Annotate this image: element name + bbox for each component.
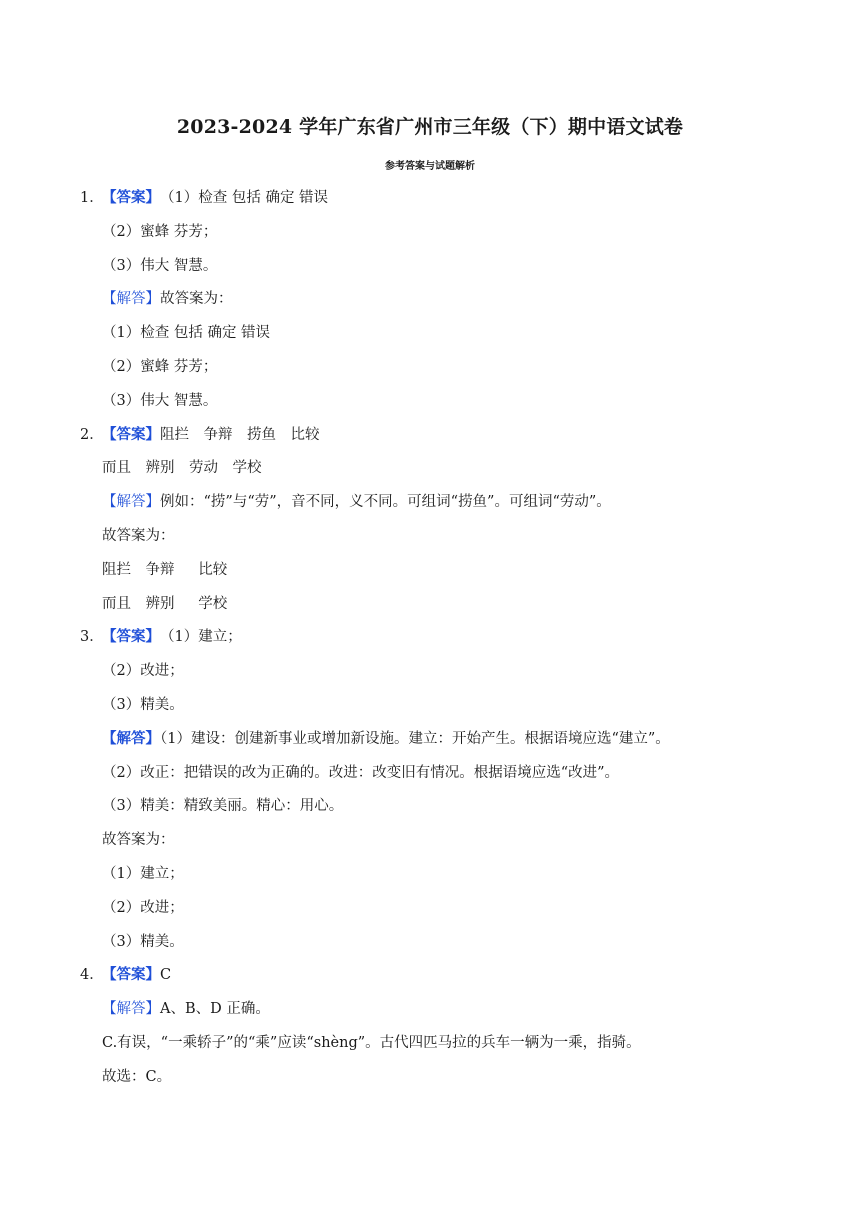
question-3-answer (80, 625, 780, 659)
answer-text: （1）检查 包括 确定 错误 (160, 190, 329, 206)
answer-content (80, 186, 780, 1099)
question-4-explain (80, 997, 780, 1031)
answer-tag: 【答案】 (102, 966, 160, 984)
explain-line: （2）改进； (102, 899, 184, 916)
answer-line: （2）蜜蜂 芬芳； (102, 223, 218, 240)
explain-line: （2）改正：把错误的改为正确的。改进：改变旧有情况。根据语境应选“改进”。 (102, 764, 620, 781)
explain-text: A、B、D 正确。 (160, 1001, 270, 1018)
answer-tag: 【答案】 (102, 628, 160, 646)
explain-text: （1）建设：创建新事业或增加新设施。建立：开始产生。根据语境应选“建立”。 (160, 730, 670, 747)
explain-line: C.有误，“一乘轿子”的“乘”应读“shèng”。古代四匹马拉的兵车一辆为一乘，指骑。 (102, 1034, 641, 1051)
answer-text: 阻拦 争辩 捞鱼 比较 (160, 426, 320, 443)
explain-line: （3）精美。 (102, 933, 184, 950)
explain-line: 阻拦 争辩 比较 (102, 561, 228, 578)
explain-line: 故答案为： (102, 832, 175, 849)
question-1-answer (80, 186, 780, 220)
answer-line: 而且 辨别 劳动 学校 (102, 460, 262, 477)
question-number: 1． (80, 190, 104, 206)
question-4-answer (80, 963, 780, 997)
explain-line: 故答案为： (102, 527, 175, 544)
question-2-answer (80, 423, 780, 457)
answer-tag: 【答案】 (102, 425, 160, 443)
explain-line: 而且 辨别 学校 (102, 595, 228, 612)
page-title: 2023-2024 学年广东省广州市三年级（下）期中语文试卷 (176, 116, 684, 138)
question-2-explain (80, 490, 780, 524)
question-1-explain (80, 287, 780, 321)
question-number: 3． (80, 629, 104, 646)
explain-line: 故选：C。 (102, 1068, 172, 1085)
explain-line: （1）检查 包括 确定 错误 (102, 325, 271, 342)
answer-text: （1）建立； (160, 629, 242, 646)
explain-line: （3）精美：精致美丽。精心：用心。 (102, 798, 344, 815)
explain-line: （3）伟大 智慧。 (102, 392, 218, 409)
answer-line: （3）伟大 智慧。 (102, 257, 218, 274)
answer-text: C (160, 967, 172, 984)
explain-text: 故答案为： (160, 291, 233, 308)
question-3-explain (80, 727, 780, 761)
page-subtitle: 参考答案与试题解析 (385, 161, 475, 172)
explain-text: 例如：“捞”与“劳”，音不同，义不同。可组词“捞鱼”。可组词“劳动”。 (160, 494, 611, 511)
answer-tag: 【答案】 (102, 189, 160, 206)
explain-tag: 【解答】 (102, 1001, 160, 1018)
explain-tag: 【解答】 (102, 494, 160, 511)
explain-tag: 【解答】 (102, 729, 160, 747)
question-number: 2． (80, 426, 104, 443)
explain-tag: 【解答】 (102, 291, 160, 308)
answer-line: （2）改进； (102, 663, 184, 680)
answer-line: （3）精美。 (102, 696, 184, 713)
question-number: 4． (80, 967, 104, 984)
explain-line: （1）建立； (102, 865, 184, 882)
explain-line: （2）蜜蜂 芬芳； (102, 358, 218, 375)
